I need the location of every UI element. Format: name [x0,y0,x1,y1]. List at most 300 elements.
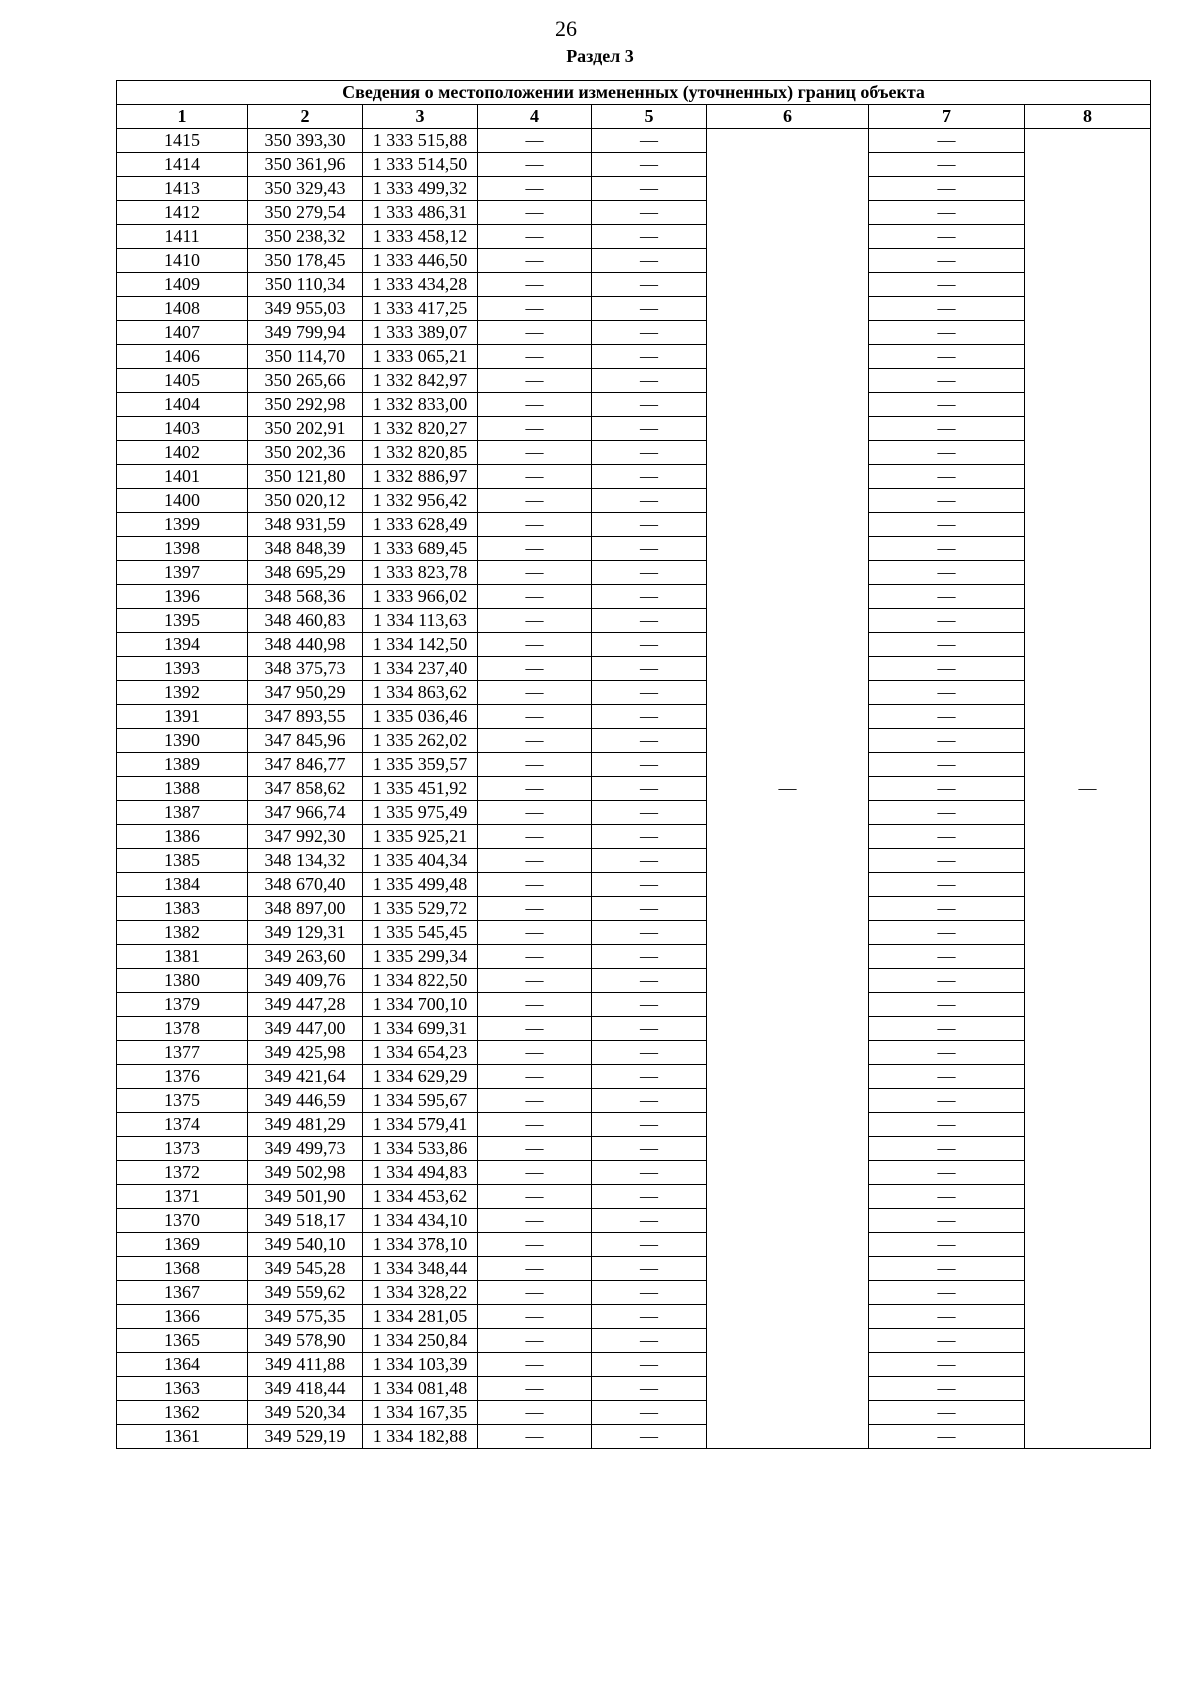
column-5-cell: — [592,681,707,705]
coordinate-x-cell: 349 421,64 [248,1065,363,1089]
page-number: 26 [555,16,577,41]
column-7-cell: — [869,993,1025,1017]
coordinate-x-cell: 350 329,43 [248,177,363,201]
point-number-cell: 1373 [117,1137,248,1161]
point-number-cell: 1387 [117,801,248,825]
table-row [117,129,1151,153]
table-row [117,393,1151,417]
coordinate-y-cell: 1 333 689,45 [363,537,478,561]
table-row [117,201,1151,225]
column-header: 6 [707,105,869,129]
table-row [117,873,1151,897]
column-5-cell: — [592,753,707,777]
column-4-cell: — [478,849,592,873]
column-7-cell: — [869,969,1025,993]
column-4-cell: — [478,681,592,705]
coordinate-y-cell: 1 335 036,46 [363,705,478,729]
column-7-cell: — [869,1017,1025,1041]
column-7-cell: — [869,705,1025,729]
table-row [117,921,1151,945]
coordinate-y-cell: 1 334 142,50 [363,633,478,657]
point-number-cell: 1414 [117,153,248,177]
column-4-cell: — [478,1113,592,1137]
point-number-cell: 1382 [117,921,248,945]
column-4-cell: — [478,729,592,753]
column-7-cell: — [869,1113,1025,1137]
column-5-cell: — [592,1089,707,1113]
coordinate-y-cell: 1 332 833,00 [363,393,478,417]
column-5-cell: — [592,513,707,537]
column-5-cell: — [592,945,707,969]
table-row [117,249,1151,273]
table-row [117,153,1151,177]
point-number-cell: 1398 [117,537,248,561]
table-row [117,993,1151,1017]
point-number-cell: 1408 [117,297,248,321]
column-5-cell: — [592,1137,707,1161]
coordinate-y-cell: 1 333 417,25 [363,297,478,321]
column-5-cell: — [592,345,707,369]
column-header-row [117,105,1151,129]
boundary-coordinates-table [116,80,1151,1449]
table-row [117,1017,1151,1041]
column-4-cell: — [478,969,592,993]
point-number-cell: 1396 [117,585,248,609]
column-7-cell: — [869,369,1025,393]
coordinate-x-cell: 349 559,62 [248,1281,363,1305]
table-row [117,273,1151,297]
column-7-cell: — [869,681,1025,705]
coordinate-x-cell: 349 411,88 [248,1353,363,1377]
point-number-cell: 1363 [117,1377,248,1401]
table-row [117,1065,1151,1089]
column-4-cell: — [478,1401,592,1425]
column-4-cell: — [478,873,592,897]
column-5-cell: — [592,321,707,345]
coordinate-x-cell: 348 134,32 [248,849,363,873]
column-7-cell: — [869,177,1025,201]
point-number-cell: 1386 [117,825,248,849]
coordinate-x-cell: 349 263,60 [248,945,363,969]
column-4-cell: — [478,1329,592,1353]
coordinate-x-cell: 349 520,34 [248,1401,363,1425]
column-7-cell: — [869,513,1025,537]
coordinate-y-cell: 1 332 886,97 [363,465,478,489]
coordinate-x-cell: 347 966,74 [248,801,363,825]
coordinate-y-cell: 1 335 499,48 [363,873,478,897]
table-row [117,225,1151,249]
table-row [117,345,1151,369]
coordinate-y-cell: 1 334 579,41 [363,1113,478,1137]
coordinate-y-cell: 1 334 081,48 [363,1377,478,1401]
coordinate-y-cell: 1 334 494,83 [363,1161,478,1185]
coordinate-x-cell: 350 361,96 [248,153,363,177]
table-row [117,1305,1151,1329]
column-7-cell: — [869,321,1025,345]
point-number-cell: 1410 [117,249,248,273]
coordinate-x-cell: 348 695,29 [248,561,363,585]
point-number-cell: 1367 [117,1281,248,1305]
coordinate-x-cell: 349 799,94 [248,321,363,345]
column-5-cell: — [592,705,707,729]
point-number-cell: 1368 [117,1257,248,1281]
coordinate-y-cell: 1 333 486,31 [363,201,478,225]
coordinate-y-cell: 1 332 956,42 [363,489,478,513]
column-7-cell: — [869,1305,1025,1329]
column-5-cell: — [592,729,707,753]
column-5-cell: — [592,873,707,897]
table-row [117,609,1151,633]
column-4-cell: — [478,393,592,417]
column-5-cell: — [592,1041,707,1065]
column-7-cell: — [869,657,1025,681]
column-7-cell: — [869,465,1025,489]
column-7-cell: — [869,153,1025,177]
point-number-cell: 1389 [117,753,248,777]
column-7-cell: — [869,1329,1025,1353]
column-7-cell: — [869,825,1025,849]
column-4-cell: — [478,297,592,321]
coordinate-y-cell: 1 333 823,78 [363,561,478,585]
point-number-cell: 1391 [117,705,248,729]
column-7-cell: — [869,1137,1025,1161]
column-7-cell: — [869,1377,1025,1401]
column-7-cell: — [869,897,1025,921]
column-4-cell: — [478,513,592,537]
coordinate-x-cell: 349 425,98 [248,1041,363,1065]
column-7-cell: — [869,345,1025,369]
point-number-cell: 1395 [117,609,248,633]
column-4-cell: — [478,753,592,777]
point-number-cell: 1362 [117,1401,248,1425]
coordinate-x-cell: 350 238,32 [248,225,363,249]
column-7-cell: — [869,945,1025,969]
coordinate-y-cell: 1 334 629,29 [363,1065,478,1089]
column-4-cell: — [478,1425,592,1449]
coordinate-y-cell: 1 334 328,22 [363,1281,478,1305]
table-row [117,1161,1151,1185]
column-5-cell: — [592,393,707,417]
coordinate-x-cell: 348 440,98 [248,633,363,657]
column-4-cell: — [478,1137,592,1161]
column-7-cell: — [869,609,1025,633]
coordinate-y-cell: 1 334 595,67 [363,1089,478,1113]
table-row [117,321,1151,345]
table-row [117,1329,1151,1353]
column-4-cell: — [478,705,592,729]
point-number-cell: 1394 [117,633,248,657]
coordinate-x-cell: 349 446,59 [248,1089,363,1113]
column-7-cell: — [869,1065,1025,1089]
column-5-cell: — [592,369,707,393]
column-7-cell: — [869,921,1025,945]
coordinate-x-cell: 347 992,30 [248,825,363,849]
table-row [117,1113,1151,1137]
column-4-cell: — [478,1305,592,1329]
column-5-cell: — [592,537,707,561]
column-4-cell: — [478,1257,592,1281]
point-number-cell: 1397 [117,561,248,585]
column-4-cell: — [478,417,592,441]
column-5-cell: — [592,849,707,873]
column-4-cell: — [478,1185,592,1209]
column-header: 3 [363,105,478,129]
table-row [117,561,1151,585]
column-4-cell: — [478,1065,592,1089]
column-5-cell: — [592,1209,707,1233]
column-7-cell: — [869,849,1025,873]
point-number-cell: 1388 [117,777,248,801]
coordinate-y-cell: 1 335 975,49 [363,801,478,825]
column-header: 5 [592,105,707,129]
coordinate-y-cell: 1 333 514,50 [363,153,478,177]
coordinate-x-cell: 349 529,19 [248,1425,363,1449]
coordinate-y-cell: 1 333 628,49 [363,513,478,537]
table-row [117,705,1151,729]
point-number-cell: 1405 [117,369,248,393]
coordinate-x-cell: 349 575,35 [248,1305,363,1329]
table-row [117,969,1151,993]
column-5-cell: — [592,585,707,609]
table-row [117,489,1151,513]
point-number-cell: 1411 [117,225,248,249]
point-number-cell: 1378 [117,1017,248,1041]
column-5-cell: — [592,633,707,657]
coordinate-y-cell: 1 335 404,34 [363,849,478,873]
column-header: 4 [478,105,592,129]
point-number-cell: 1380 [117,969,248,993]
coordinate-y-cell: 1 334 453,62 [363,1185,478,1209]
table-row [117,1377,1151,1401]
column-4-cell: — [478,945,592,969]
point-number-cell: 1370 [117,1209,248,1233]
coordinate-y-cell: 1 335 262,02 [363,729,478,753]
point-number-cell: 1403 [117,417,248,441]
point-number-cell: 1366 [117,1305,248,1329]
table-row [117,825,1151,849]
table-row [117,657,1151,681]
column-7-cell: — [869,417,1025,441]
coordinate-y-cell: 1 334 113,63 [363,609,478,633]
coordinate-x-cell: 349 501,90 [248,1185,363,1209]
table-row [117,537,1151,561]
column-7-cell: — [869,225,1025,249]
column-4-cell: — [478,249,592,273]
coordinate-x-cell: 349 447,28 [248,993,363,1017]
table-row [117,1257,1151,1281]
point-number-cell: 1415 [117,129,248,153]
coordinate-y-cell: 1 334 281,05 [363,1305,478,1329]
coordinate-y-cell: 1 333 966,02 [363,585,478,609]
column-7-cell: — [869,873,1025,897]
coordinate-y-cell: 1 334 654,23 [363,1041,478,1065]
point-number-cell: 1384 [117,873,248,897]
coordinate-y-cell: 1 334 167,35 [363,1401,478,1425]
coordinate-y-cell: 1 334 700,10 [363,993,478,1017]
column-5-cell: — [592,297,707,321]
column-4-cell: — [478,1161,592,1185]
coordinate-x-cell: 347 950,29 [248,681,363,705]
point-number-cell: 1377 [117,1041,248,1065]
table-row [117,369,1151,393]
point-number-cell: 1400 [117,489,248,513]
column-5-cell: — [592,825,707,849]
coordinate-x-cell: 348 375,73 [248,657,363,681]
table-row [117,753,1151,777]
table-row [117,513,1151,537]
column-5-cell: — [592,225,707,249]
coordinate-y-cell: 1 333 499,32 [363,177,478,201]
column-5-cell: — [592,1353,707,1377]
column-7-cell: — [869,1185,1025,1209]
column-4-cell: — [478,561,592,585]
point-number-cell: 1381 [117,945,248,969]
coordinate-y-cell: 1 334 378,10 [363,1233,478,1257]
coordinate-x-cell: 349 499,73 [248,1137,363,1161]
column-5-cell: — [592,801,707,825]
coordinate-y-cell: 1 333 515,88 [363,129,478,153]
column-4-cell: — [478,633,592,657]
column-7-cell: — [869,633,1025,657]
coordinate-x-cell: 350 279,54 [248,201,363,225]
column-4-cell: — [478,321,592,345]
coordinate-x-cell: 350 292,98 [248,393,363,417]
coordinate-y-cell: 1 335 451,92 [363,777,478,801]
point-number-cell: 1393 [117,657,248,681]
column-4-cell: — [478,801,592,825]
column-7-cell: — [869,1425,1025,1449]
table-body [117,129,1151,1449]
coordinate-y-cell: 1 334 533,86 [363,1137,478,1161]
coordinate-y-cell: 1 334 237,40 [363,657,478,681]
column-7-cell: — [869,1401,1025,1425]
column-header: 1 [117,105,248,129]
column-7-cell: — [869,1353,1025,1377]
column-5-cell: — [592,1113,707,1137]
column-4-cell: — [478,1281,592,1305]
column-header: 7 [869,105,1025,129]
coordinate-x-cell: 348 670,40 [248,873,363,897]
point-number-cell: 1413 [117,177,248,201]
table-row [117,1185,1151,1209]
column-7-cell: — [869,1041,1025,1065]
column-5-cell: — [592,1377,707,1401]
coordinate-x-cell: 350 110,34 [248,273,363,297]
column-7-cell: — [869,561,1025,585]
coordinate-y-cell: 1 334 863,62 [363,681,478,705]
coordinate-x-cell: 348 931,59 [248,513,363,537]
table-row [117,177,1151,201]
column-7-cell: — [869,1233,1025,1257]
column-7-cell: — [869,129,1025,153]
column-header: 8 [1025,105,1151,129]
point-number-cell: 1409 [117,273,248,297]
column-4-cell: — [478,1233,592,1257]
column-7-cell: — [869,393,1025,417]
column-4-cell: — [478,273,592,297]
coordinate-x-cell: 347 893,55 [248,705,363,729]
column-5-cell: — [592,1305,707,1329]
column-5-cell: — [592,1161,707,1185]
coordinate-x-cell: 350 265,66 [248,369,363,393]
point-number-cell: 1374 [117,1113,248,1137]
coordinate-x-cell: 348 568,36 [248,585,363,609]
coordinate-y-cell: 1 334 699,31 [363,1017,478,1041]
column-7-cell: — [869,441,1025,465]
point-number-cell: 1406 [117,345,248,369]
coordinate-y-cell: 1 334 822,50 [363,969,478,993]
point-number-cell: 1404 [117,393,248,417]
coordinate-y-cell: 1 335 545,45 [363,921,478,945]
coordinate-y-cell: 1 334 103,39 [363,1353,478,1377]
table-row [117,585,1151,609]
column-7-cell: — [869,1257,1025,1281]
column-6-merged-cell: — [707,129,869,1449]
table-row [117,1137,1151,1161]
table-row [117,441,1151,465]
column-5-cell: — [592,777,707,801]
column-4-cell: — [478,1089,592,1113]
column-5-cell: — [592,609,707,633]
coordinate-x-cell: 349 540,10 [248,1233,363,1257]
table-row [117,417,1151,441]
coordinate-x-cell: 350 178,45 [248,249,363,273]
column-5-cell: — [592,201,707,225]
column-5-cell: — [592,921,707,945]
column-4-cell: — [478,129,592,153]
table-row [117,1425,1151,1449]
coordinate-y-cell: 1 333 458,12 [363,225,478,249]
point-number-cell: 1399 [117,513,248,537]
point-number-cell: 1385 [117,849,248,873]
column-5-cell: — [592,1425,707,1449]
column-4-cell: — [478,465,592,489]
column-7-cell: — [869,537,1025,561]
coordinate-x-cell: 348 897,00 [248,897,363,921]
point-number-cell: 1402 [117,441,248,465]
column-4-cell: — [478,609,592,633]
column-5-cell: — [592,1281,707,1305]
column-5-cell: — [592,489,707,513]
coordinate-x-cell: 347 846,77 [248,753,363,777]
column-4-cell: — [478,225,592,249]
coordinate-y-cell: 1 335 925,21 [363,825,478,849]
column-5-cell: — [592,177,707,201]
column-5-cell: — [592,1065,707,1089]
table-row [117,1089,1151,1113]
column-7-cell: — [869,585,1025,609]
column-5-cell: — [592,273,707,297]
section-title: Раздел 3 [566,46,634,66]
coordinate-y-cell: 1 333 446,50 [363,249,478,273]
column-4-cell: — [478,1377,592,1401]
coordinate-y-cell: 1 332 842,97 [363,369,478,393]
column-7-cell: — [869,1089,1025,1113]
column-5-cell: — [592,153,707,177]
point-number-cell: 1376 [117,1065,248,1089]
column-7-cell: — [869,249,1025,273]
coordinate-x-cell: 348 460,83 [248,609,363,633]
column-5-cell: — [592,897,707,921]
column-7-cell: — [869,801,1025,825]
column-4-cell: — [478,777,592,801]
point-number-cell: 1375 [117,1089,248,1113]
table-row [117,1281,1151,1305]
coordinate-x-cell: 349 955,03 [248,297,363,321]
column-5-cell: — [592,1017,707,1041]
coordinate-y-cell: 1 334 434,10 [363,1209,478,1233]
column-4-cell: — [478,585,592,609]
